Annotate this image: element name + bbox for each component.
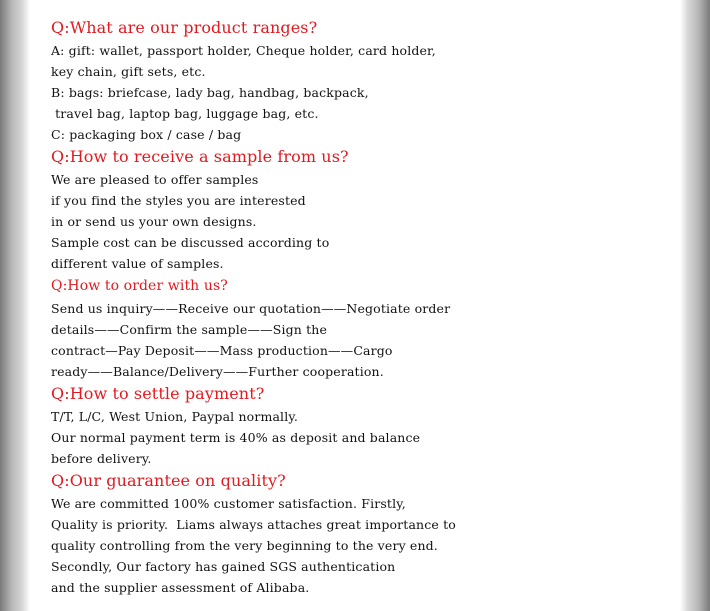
answer-line: C: packaging box / case / bag <box>51 127 242 142</box>
question-heading: Q:Our guarantee on quality? <box>51 471 286 490</box>
answer-line: before delivery. <box>51 451 152 466</box>
answer-line: T/T, L/C, West Union, Paypal normally. <box>51 409 299 424</box>
faq-page <box>30 0 680 611</box>
answer-line: Secondly, Our factory has gained SGS authentication <box>51 559 396 574</box>
faq-section-order <box>51 274 671 382</box>
question-heading: Q:How to receive a sample from us? <box>51 147 349 166</box>
answer-line: quality controlling from the very beginning to the very end. <box>51 538 438 553</box>
question-heading: Q:What are our product ranges? <box>51 18 318 37</box>
question-heading: Q:How to order with us? <box>51 278 228 294</box>
question-heading: Q:How to settle payment? <box>51 384 265 403</box>
answer-line: A: gift: wallet, passport holder, Cheque holder, card holder, <box>51 43 436 58</box>
answer-line: key chain, gift sets, etc. <box>51 64 206 79</box>
answer-line: if you find the styles you are interested <box>51 193 306 208</box>
faq-section-payment <box>51 382 671 469</box>
answer-line: B: bags: briefcase, lady bag, handbag, backpack, <box>51 85 369 100</box>
faq-section-product-ranges <box>51 16 671 145</box>
answer-line: and the supplier assessment of Alibaba. <box>51 580 310 595</box>
answer-line: in or send us your own designs. <box>51 214 257 229</box>
answer-line: different value of samples. <box>51 256 224 271</box>
answer-line: We are pleased to offer samples <box>51 172 259 187</box>
faq-content <box>51 16 671 598</box>
answer-line: Quality is priority. Liams always attaches great importance to <box>51 517 456 532</box>
answer-line: ready——Balance/Delivery——Further cooperation. <box>51 364 384 379</box>
faq-section-quality <box>51 469 671 598</box>
answer-line: Send us inquiry——Receive our quotation——Negotiate order <box>51 301 451 316</box>
answer-line: travel bag, laptop bag, luggage bag, etc. <box>51 106 319 121</box>
faq-section-sample <box>51 145 671 274</box>
answer-line: Our normal payment term is 40% as deposit and balance <box>51 430 421 445</box>
answer-line: details——Confirm the sample——Sign the <box>51 322 328 337</box>
answer-line: Sample cost can be discussed according to <box>51 235 330 250</box>
answer-line: We are committed 100% customer satisfaction. Firstly, <box>51 496 406 511</box>
answer-line: contract—Pay Deposit——Mass production——Cargo <box>51 343 393 358</box>
